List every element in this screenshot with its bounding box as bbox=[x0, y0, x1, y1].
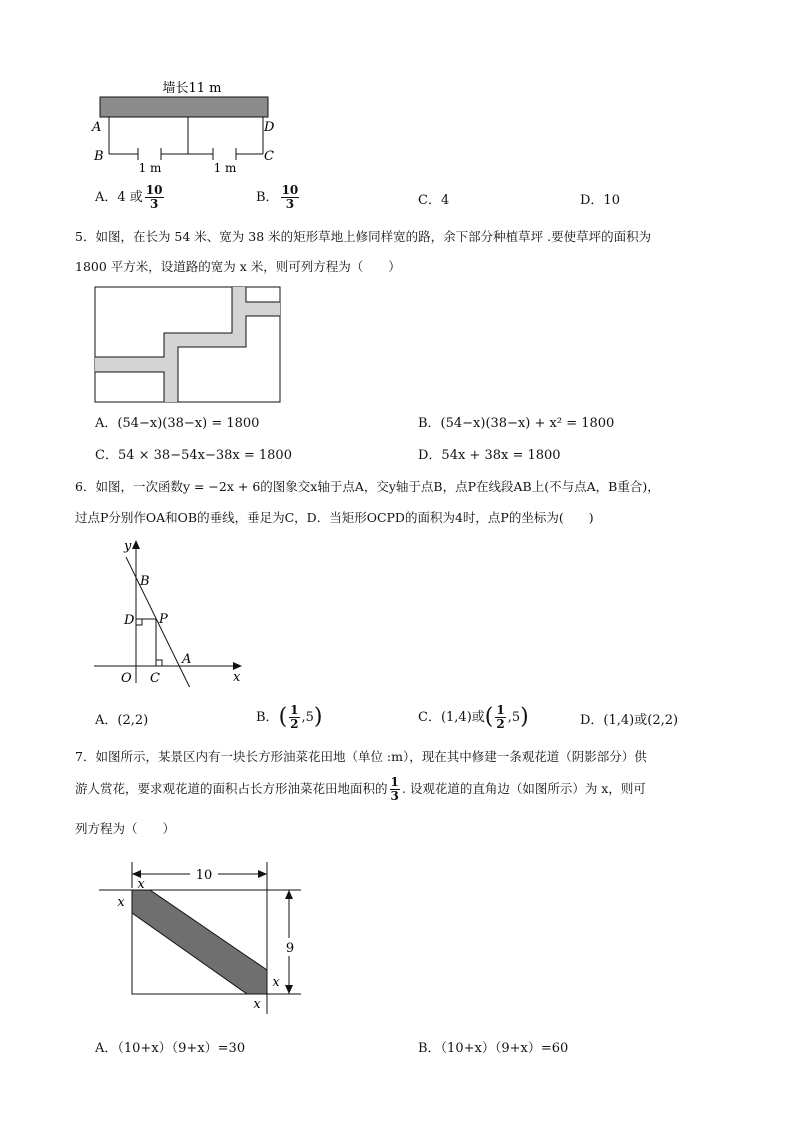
wall-point-c: C bbox=[264, 149, 274, 164]
q6-figure bbox=[90, 535, 250, 687]
wall-label: 墙长11 m bbox=[162, 81, 222, 96]
label-x: x bbox=[233, 670, 241, 685]
label-O: O bbox=[121, 671, 132, 686]
road-vertical-bottom bbox=[164, 347, 178, 402]
q5-option-c: C．54 × 38−54x−38x = 1800 bbox=[95, 448, 292, 463]
q4-option-d: D．10 bbox=[580, 193, 620, 208]
fig-x-left: x bbox=[117, 895, 125, 910]
fig-top-len: 10 bbox=[195, 868, 213, 883]
fig-x-right: x bbox=[272, 975, 280, 990]
label-C: C bbox=[150, 671, 160, 686]
label-y: y bbox=[124, 539, 132, 554]
q7-option-a: A．（10+x）（9+x）=30 bbox=[95, 1041, 246, 1056]
q4-option-c: C．4 bbox=[418, 193, 450, 208]
fraction: $\frac{10}{3}$ bbox=[281, 183, 299, 211]
flower-path bbox=[132, 890, 267, 994]
fraction: $\frac{1}{2}$ bbox=[290, 703, 299, 731]
fig-side-len: 9 bbox=[285, 941, 295, 956]
fraction: $\frac{1}{3}$ bbox=[390, 775, 399, 803]
q4-option-b: B． $\frac{10}{3}$ bbox=[256, 183, 299, 211]
q5-stem-line1: 5．如图，在长为 54 米、宽为 38 米的矩形草地上修同样宽的路，余下部分种植草坪 .要使草坪的面积为 bbox=[75, 229, 652, 244]
fig-x-bottom: x bbox=[253, 997, 261, 1012]
wall-rect bbox=[100, 97, 268, 117]
label-P: P bbox=[159, 612, 168, 627]
gap2-label: 1 m bbox=[213, 161, 237, 175]
wall-point-d: D bbox=[264, 120, 275, 135]
label-D: D bbox=[124, 613, 135, 628]
q5-option-a: A．(54−x)(38−x) = 1800 bbox=[95, 416, 260, 431]
q7-option-b: B．（10+x）（9+x）=60 bbox=[418, 1041, 569, 1056]
q7-stem-line3: 列方程为（ ） bbox=[75, 821, 176, 836]
q5-option-b: B．(54−x)(38−x) + x² = 1800 bbox=[418, 416, 615, 431]
wall-point-b: B bbox=[94, 149, 104, 164]
q6-stem-line1: 6．如图，一次函数y = −2x + 6的图象交x轴于点A，交y轴于点B，点P在线段AB上(不与点A，B重合)， bbox=[75, 479, 660, 494]
q5-stem-line2: 1800 平方米，设道路的宽为 x 米，则可列方程为（ ） bbox=[75, 259, 401, 274]
q6-option-a: A．(2,2) bbox=[95, 713, 149, 728]
q5-option-d: D．54x + 38x = 1800 bbox=[418, 448, 561, 463]
q7-figure bbox=[95, 858, 315, 1018]
road-horizontal-left bbox=[95, 357, 164, 372]
road-horizontal-right bbox=[246, 302, 280, 316]
q6-option-c: C．(1,4)或( $\frac{1}{2}$ ,5) bbox=[418, 703, 529, 731]
q6-option-d: D．(1,4)或(2,2) bbox=[580, 713, 679, 728]
wall-figure bbox=[88, 72, 288, 182]
q5-figure bbox=[94, 286, 282, 404]
q6-stem-line2: 过点P分别作OA和OB的垂线，垂足为C，D．当矩形OCPD的面积为4时，点P的坐标为( ) bbox=[75, 510, 594, 525]
label-A: A bbox=[182, 652, 192, 667]
q4-option-a: A．4 或 $\frac{10}{3}$ bbox=[95, 183, 163, 211]
label-B: B bbox=[140, 574, 150, 589]
fig-x-top: x bbox=[137, 877, 145, 892]
q6-option-b: B．( $\frac{1}{2}$ ,5) bbox=[256, 703, 323, 731]
road-horizontal-mid bbox=[164, 333, 246, 347]
wall-point-a: A bbox=[92, 120, 102, 135]
fraction: $\frac{1}{2}$ bbox=[496, 703, 505, 731]
q7-stem-line2: 游人赏花，要求观花道的面积占长方形油菜花田地面积的 $\frac{1}{3}$ . 设观花道的直角边（如图所示）为 x，则可 bbox=[75, 775, 646, 803]
q7-stem-line1: 7．如图所示，某景区内有一块长方形油菜花田地（单位 :m），现在其中修建一条观花道（阴影部分）供 bbox=[75, 749, 647, 764]
gap1-label: 1 m bbox=[138, 161, 162, 175]
fraction: $\frac{10}{3}$ bbox=[145, 183, 163, 211]
